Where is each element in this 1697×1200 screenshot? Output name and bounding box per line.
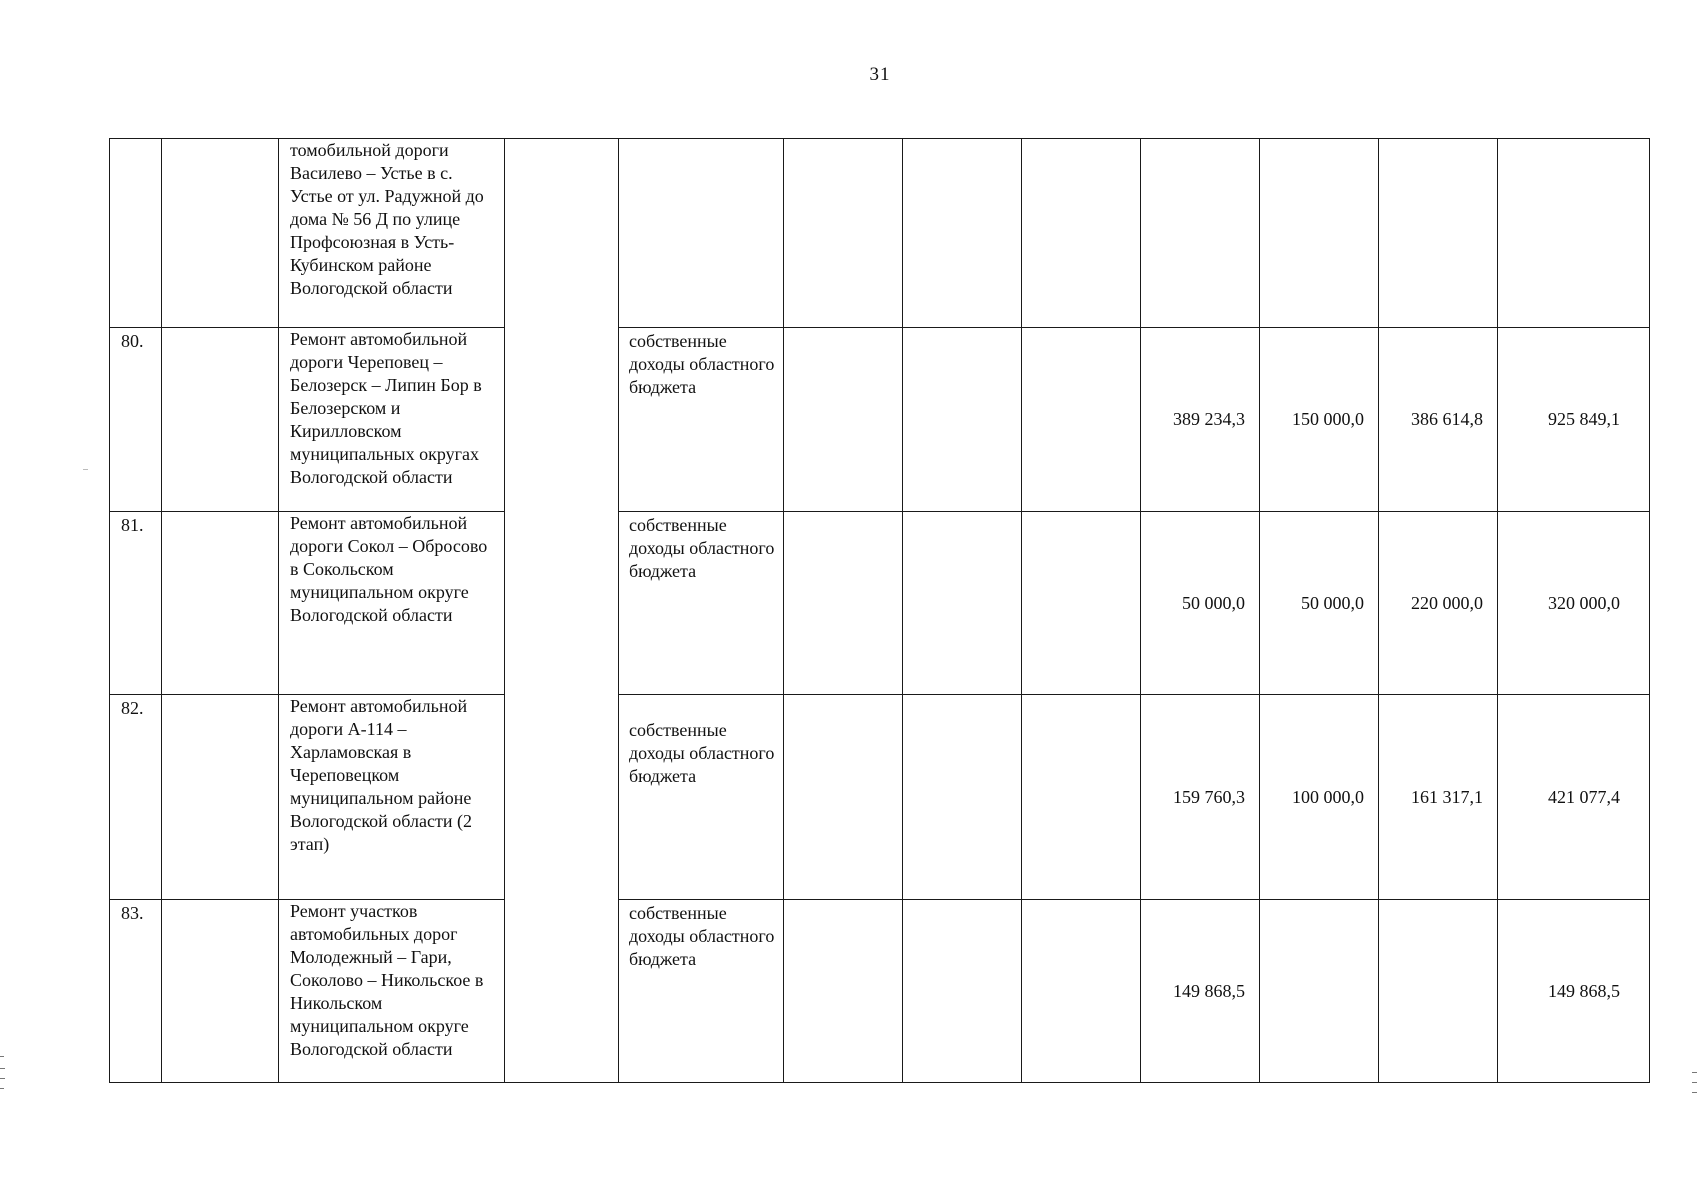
row-number-cell: 80. (110, 328, 162, 512)
value-cell-3: 386 614,8 (1379, 328, 1498, 512)
object-name-cell: томобильной дороги Василево – Устье в с. Устье от ул. Радужной до дома № 56 Д по улице Профсоюзная в Усть-Кубинском районе Вологодской области (279, 139, 505, 328)
page-number: 31 (869, 64, 891, 85)
value-cell-3 (1379, 900, 1498, 1083)
empty-cell (162, 328, 279, 512)
empty-cell (784, 512, 903, 695)
total-cell: 149 868,5 (1498, 900, 1650, 1083)
total-cell: 421 077,4 (1498, 695, 1650, 900)
funding-source-cell: собственные доходы областного бюджета (619, 328, 784, 512)
scan-mark-right (1692, 1082, 1697, 1083)
scan-mark-left (83, 469, 88, 470)
empty-cell (903, 328, 1022, 512)
empty-cell (1022, 328, 1141, 512)
object-name-cell: Ремонт автомобильной дороги А-114 – Харламовская в Череповецком муниципальном районе Вологодской области (2 этап) (279, 695, 505, 900)
budget-table (109, 138, 1650, 1083)
funding-source-cell (619, 139, 784, 328)
value-cell-1: 389 234,3 (1141, 328, 1260, 512)
empty-cell (903, 512, 1022, 695)
row-number-cell: 83. (110, 900, 162, 1083)
row-number-cell: 81. (110, 512, 162, 695)
scan-mark-left (0, 1088, 4, 1089)
empty-cell (903, 139, 1022, 328)
funding-source-cell: собственные доходы областного бюджета (619, 900, 784, 1083)
empty-cell (162, 512, 279, 695)
scan-mark-left (0, 1056, 4, 1057)
empty-cell (1022, 900, 1141, 1083)
empty-cell (784, 328, 903, 512)
object-name-cell: Ремонт участков автомобильных дорог Молодежный – Гари, Соколово – Никольское в Никольском муниципальном округе Вологодской области (279, 900, 505, 1083)
merged-column-cell (505, 139, 619, 1083)
object-name-cell: Ремонт автомобильной дороги Сокол – Обросово в Сокольском муниципальном округе Вологодской области (279, 512, 505, 695)
empty-cell (784, 900, 903, 1083)
value-cell-2: 100 000,0 (1260, 695, 1379, 900)
row-number-cell (110, 139, 162, 328)
value-cell-2 (1260, 900, 1379, 1083)
empty-cell (1022, 695, 1141, 900)
row-number-cell: 82. (110, 695, 162, 900)
value-cell-3 (1379, 139, 1498, 328)
empty-cell (162, 139, 279, 328)
empty-cell (784, 695, 903, 900)
value-cell-1: 50 000,0 (1141, 512, 1260, 695)
table-row (110, 900, 1650, 1083)
scan-mark-left (0, 1078, 5, 1079)
value-cell-1: 149 868,5 (1141, 900, 1260, 1083)
value-cell-3: 220 000,0 (1379, 512, 1498, 695)
empty-cell (1022, 139, 1141, 328)
total-cell: 320 000,0 (1498, 512, 1650, 695)
table-row (110, 328, 1650, 512)
funding-source-cell: собственные доходы областного бюджета (619, 512, 784, 695)
empty-cell (162, 900, 279, 1083)
value-cell-1 (1141, 139, 1260, 328)
table-row (110, 512, 1650, 695)
total-cell (1498, 139, 1650, 328)
value-cell-2: 50 000,0 (1260, 512, 1379, 695)
scan-mark-right (1692, 1092, 1697, 1093)
total-cell: 925 849,1 (1498, 328, 1650, 512)
scan-mark-left (0, 1068, 5, 1069)
value-cell-2: 150 000,0 (1260, 328, 1379, 512)
table-row (110, 139, 1650, 328)
scan-mark-right (1692, 1072, 1697, 1073)
object-name-cell: Ремонт автомобильной дороги Череповец – Белозерск – Липин Бор в Белозерском и Кирилловском муниципальных округах Вологодской области (279, 328, 505, 512)
value-cell-3: 161 317,1 (1379, 695, 1498, 900)
empty-cell (162, 695, 279, 900)
empty-cell (903, 900, 1022, 1083)
empty-cell (903, 695, 1022, 900)
table-row (110, 695, 1650, 900)
funding-source-cell: собственные доходы областного бюджета (619, 695, 784, 900)
value-cell-1: 159 760,3 (1141, 695, 1260, 900)
empty-cell (784, 139, 903, 328)
empty-cell (1022, 512, 1141, 695)
value-cell-2 (1260, 139, 1379, 328)
